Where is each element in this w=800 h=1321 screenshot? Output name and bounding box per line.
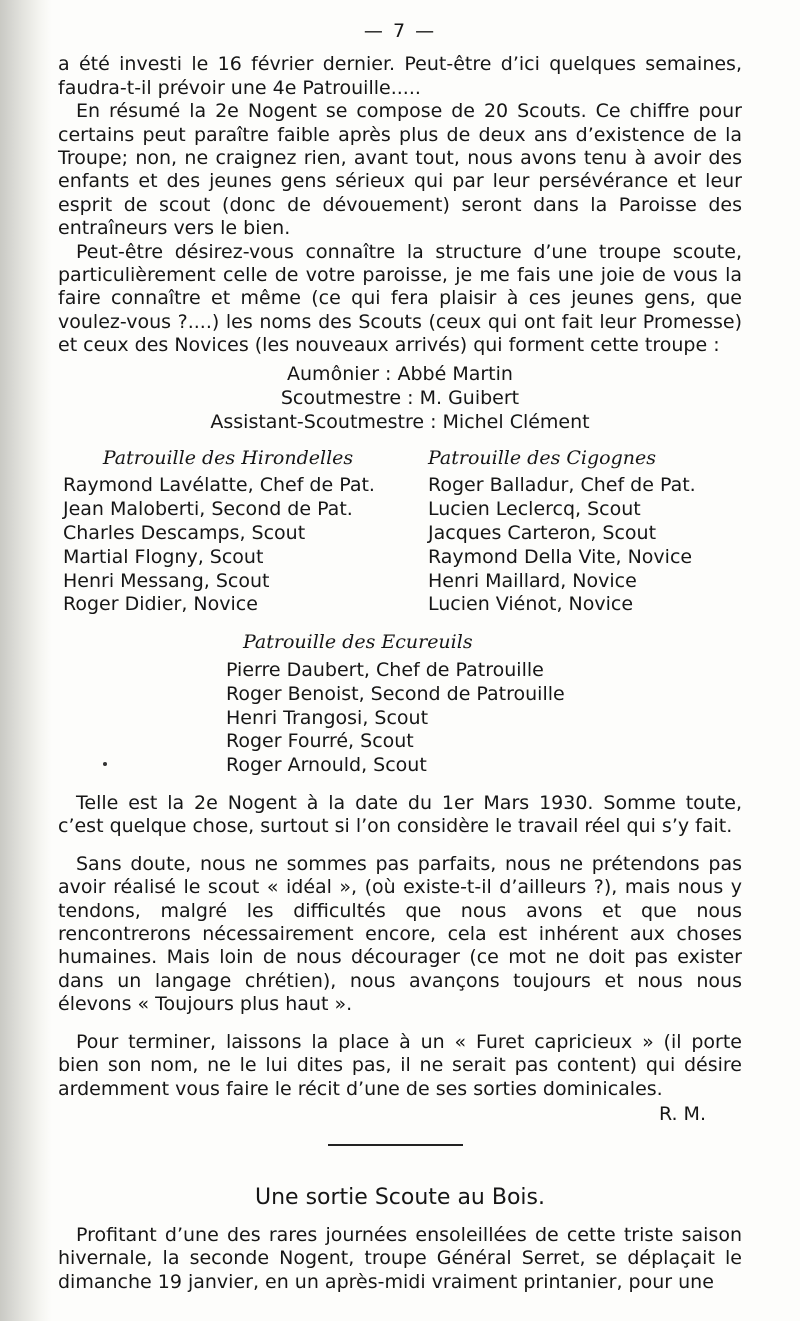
- patrol-member: Roger Arnould, Scout: [226, 754, 427, 777]
- patrol-member: Henri Maillard, Novice: [428, 569, 637, 592]
- paragraph-closing-3: Pour terminer, laissons la place à un « Furet capricieux » (il porte bien son nom, ne le lui dites pas, il ne serait pas content) qui désire ardemment vous faire le récit d’une de ses sorties dominicales.: [58, 1030, 742, 1100]
- patrol-member: Lucien Viénot, Novice: [428, 593, 634, 616]
- patrol-title: Patrouille des Cigognes: [428, 446, 656, 469]
- patrol-member: Martial Flogny, Scout: [63, 545, 264, 568]
- staff-assistant-scoutmaster: Assistant-Scoutmestre : Michel Clément: [210, 410, 590, 433]
- patrol-hirondelles: [63, 447, 433, 618]
- document-page: [58, 20, 742, 1294]
- patrol-member: Jean Maloberti, Second de Pat.: [63, 498, 353, 521]
- patrol-member: Henri Trangosi, Scout: [226, 706, 429, 729]
- patrol-member: Roger Benoist, Second de Patrouille: [226, 682, 565, 705]
- page-number: — 7 —: [363, 20, 437, 42]
- scan-shadow-edge: [0, 0, 52, 1321]
- patrol-member: Lucien Leclercq, Scout: [428, 498, 641, 521]
- patrol-ecureuils: [58, 631, 742, 778]
- staff-chaplain: Aumônier : Abbé Martin: [287, 362, 513, 385]
- paragraph-intro-2: En résumé la 2e Nogent se compose de 20 Scouts. Ce chiffre pour certains peut paraître faible après plus de deux ans d’existence de la Troupe; non, ne craignez rien, avant tout, nous avons tenu à avoir des enfants et des jeunes gens sérieux qui par leur persévérance et leur esprit de scout (donc de dévouement) seront dans la Paroisse des entraîneurs vers le bien.: [58, 100, 742, 240]
- paragraph-intro-3: Peut-être désirez-vous connaître la structure d’une troupe scoute, particulièrement celle de votre paroisse, je me fais une joie de vous la faire connaître et même (ce qui fera plaisir à ces jeunes gens, que voulez-vous ?....) les noms des Scouts (ceux qui ont fait leur Promesse) et ceux des Novices (les nouveaux arrivés) qui forment cette troupe :: [58, 240, 742, 357]
- patrol-title: Patrouille des Ecureuils: [243, 631, 473, 654]
- troop-staff: [58, 362, 742, 434]
- patrol-member: Jacques Carteron, Scout: [428, 522, 657, 545]
- section-divider: [328, 1144, 463, 1146]
- patrol-member: Raymond Della Vite, Novice: [428, 545, 693, 568]
- patrol-member: Charles Descamps, Scout: [63, 522, 306, 545]
- paragraph-section-1: Profitant d’une des rares journées ensoleillées de cette triste saison hivernale, la seconde Nogent, troupe Général Serret, se déplaçait le dimanche 19 janvier, en un après-midi vraiment printanier, pour une: [58, 1223, 742, 1293]
- patrol-member: Pierre Daubert, Chef de Patrouille: [226, 659, 544, 682]
- patrol-member: Roger Didier, Novice: [63, 593, 258, 616]
- paragraph-intro-1: a été investi le 16 février dernier. Peut-être d’ici quelques semaines, faudra-t-il prévoir une 4e Patrouille.....: [58, 53, 742, 99]
- patrol-title: Patrouille des Hirondelles: [102, 446, 354, 469]
- staff-scoutmaster: Scoutmestre : M. Guibert: [280, 386, 520, 409]
- patrol-member: Roger Balladur, Chef de Pat.: [428, 474, 696, 497]
- section-title: Une sortie Scoute au Bois.: [255, 1185, 545, 1211]
- paragraph-closing-2: Sans doute, nous ne sommes pas parfaits, nous ne prétendons pas avoir réalisé le scout « idéal », (où existe-t-il d’ailleurs ?), mais nous y tendons, malgré les difficultés que nous avons et que nous rencontrerons nécessairement encore, cela est inhérent aux choses humaines. Mais loin de nous décourager (ce mot ne doit pas exister dans un langage chrétien), nous avançons toujours et nous nous élevons « Toujours plus haut ».: [58, 852, 742, 1016]
- patrol-member: Roger Fourré, Scout: [226, 730, 414, 753]
- patrol-columns: [58, 447, 742, 618]
- signature-initials: R. M.: [658, 1102, 706, 1125]
- patrol-member: Henri Messang, Scout: [63, 569, 270, 592]
- patrol-cigognes: [428, 447, 696, 618]
- paragraph-closing-1: Telle est la 2e Nogent à la date du 1er Mars 1930. Somme toute, c’est quelque chose, surtout si l’on considère le travail réel qui s’y fait.: [58, 792, 742, 838]
- patrol-member: Raymond Lavélatte, Chef de Pat.: [63, 474, 375, 497]
